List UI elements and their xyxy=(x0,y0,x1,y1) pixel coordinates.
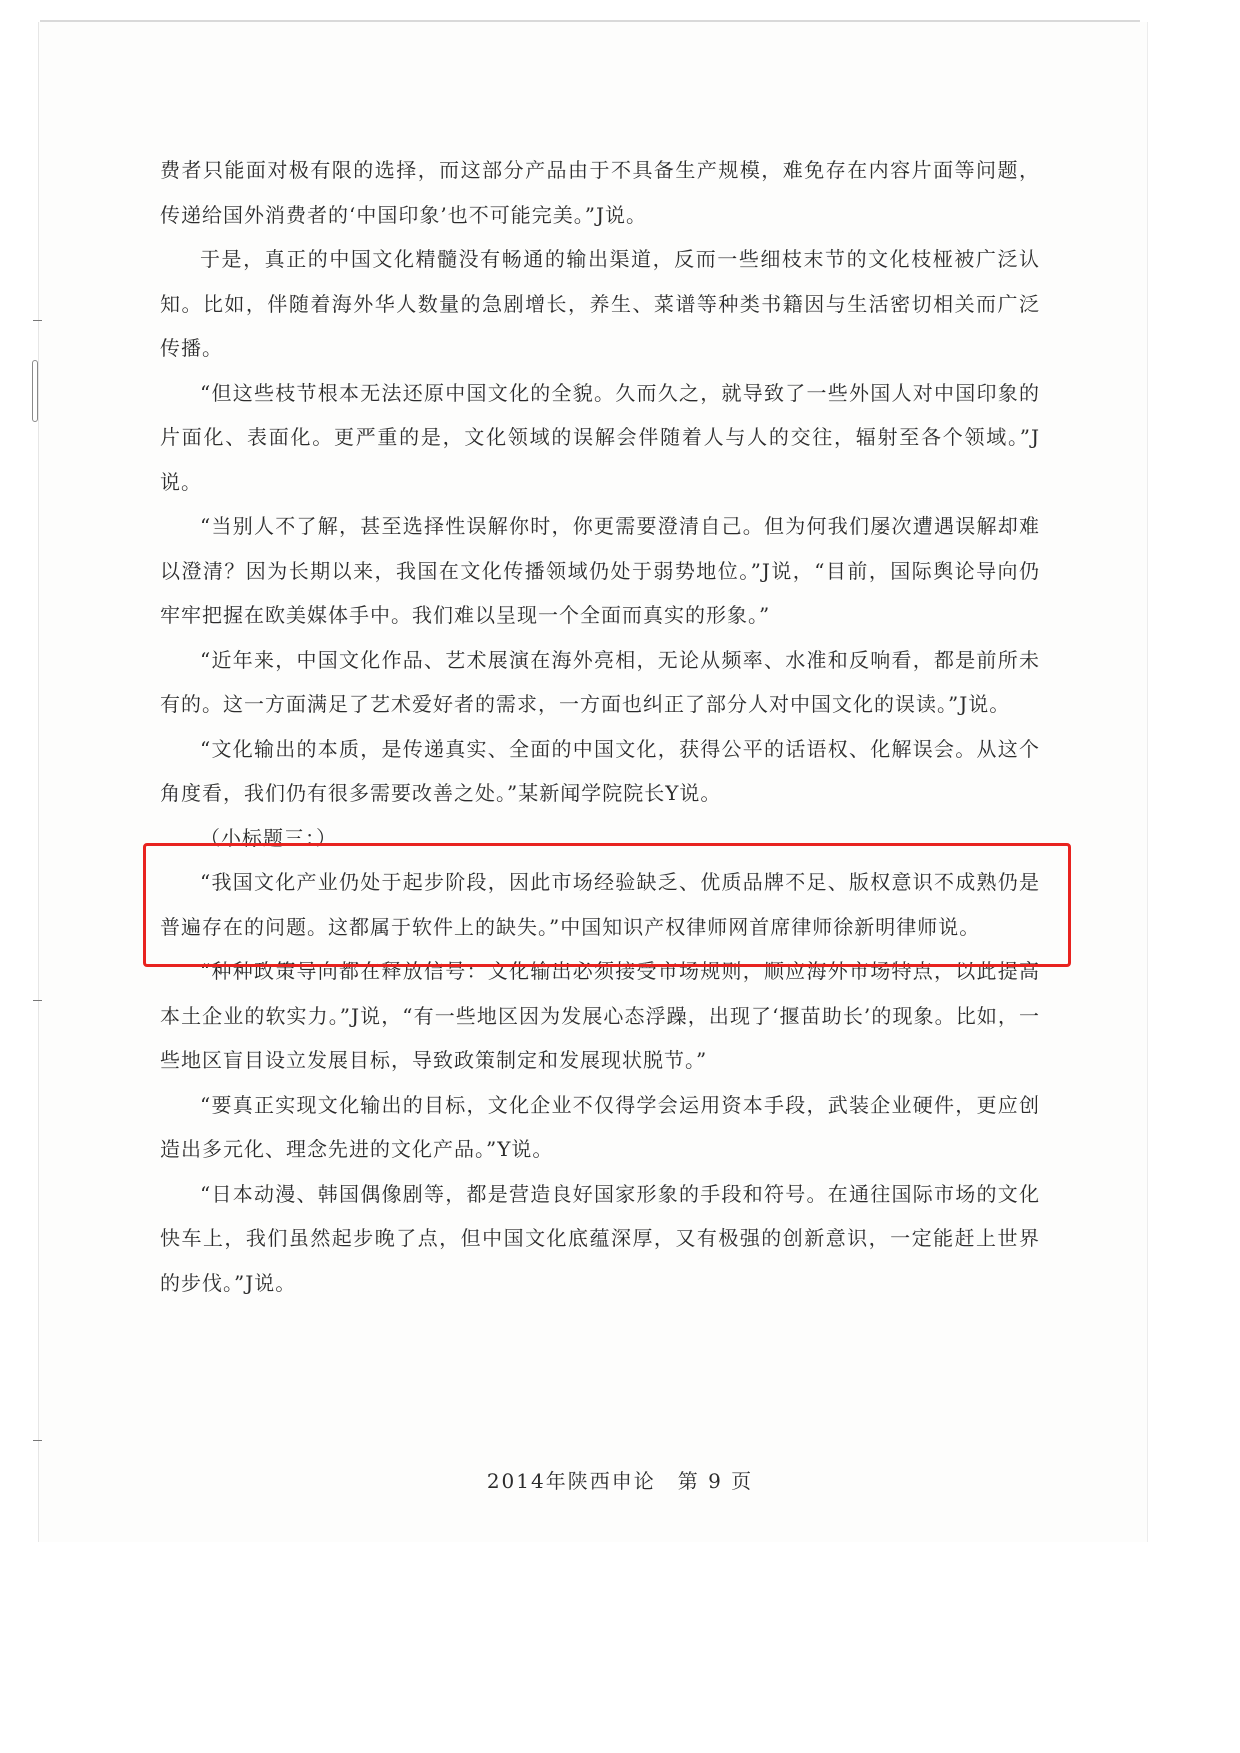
footer-title: 2014年陕西申论 xyxy=(486,1469,656,1493)
highlight-box xyxy=(143,843,1071,967)
footer-page-number: 第 9 页 xyxy=(677,1469,754,1493)
paragraph: 于是，真正的中国文化精髓没有畅通的输出渠道，反而一些细枝末节的文化枝桠被广泛认知。比如，伴随着海外华人数量的急剧增长，养生、菜谱等种类书籍因与生活密切相关而广泛传播。 xyxy=(160,247,1040,360)
page-footer xyxy=(0,1465,1240,1494)
paragraph: “要真正实现文化输出的目标，文化企业不仅得学会运用资本手段，武装企业硬件，更应创造出多元化、理念先进的文化产品。”Y说。 xyxy=(160,1092,1040,1161)
paragraph: “近年来，中国文化作品、艺术展演在海外亮相，无论从频率、水准和反响看，都是前所未有的。这一方面满足了艺术爱好者的需求，一方面也纠正了部分人对中国文化的误读。”J说。 xyxy=(160,647,1040,716)
subtitle-label: （小标题三：） xyxy=(200,825,337,850)
staple-mark xyxy=(32,360,38,422)
paragraph: “但这些枝节根本无法还原中国文化的全貌。久而久之，就导致了一些外国人对中国印象的片面化、表面化。更严重的是，文化领域的误解会伴随着人与人的交往，辐射至各个领域。”J说。 xyxy=(160,380,1040,494)
paragraph: “种种政策导向都在释放信号：文化输出必须接受市场规则，顺应海外市场特点，以此提高本土企业的软实力。”J说，“有一些地区因为发展心态浮躁，出现了‘揠苗助长’的现象。比如，一些地区盲目设立发展目标，导致政策制定和发展现状脱节。” xyxy=(160,959,1040,1072)
binding-stitches xyxy=(30,360,44,1510)
highlighted-paragraph: “我国文化产业仍处于起步阶段，因此市场经验缺乏、优质品牌不足、版权意识不成熟仍是普遍存在的问题。这都属于软件上的缺失。”中国知识产权律师网首席律师徐新明律师说。 xyxy=(160,870,1040,939)
body-text xyxy=(160,148,1040,1305)
paragraph: “日本动漫、韩国偶像剧等，都是营造良好国家形象的手段和符号。在通往国际市场的文化快车上，我们虽然起步晚了点，但中国文化底蕴深厚，又有极强的创新意识，一定能赶上世界的步伐。”J说。 xyxy=(160,1181,1040,1295)
stitch-mark xyxy=(33,1000,42,1001)
paragraph: 费者只能面对极有限的选择，而这部分产品由于不具备生产规模，难免存在内容片面等问题，传递给国外消费者的‘中国印象’也不可能完美。”J说。 xyxy=(160,158,1040,227)
scan-top-edge xyxy=(40,20,1140,22)
stitch-mark xyxy=(33,320,42,321)
stitch-mark xyxy=(33,1440,42,1441)
paragraph: “文化输出的本质，是传递真实、全面的中国文化，获得公平的话语权、化解误会。从这个角度看，我们仍有很多需要改善之处。”某新闻学院院长Y说。 xyxy=(160,736,1040,805)
paragraph: “当别人不了解，甚至选择性误解你时，你更需要澄清自己。但为何我们屡次遭遇误解却难以澄清？因为长期以来，我国在文化传播领域仍处于弱势地位。”J说，“目前，国际舆论导向仍牢牢把握在欧美媒体手中。我们难以呈现一个全面而真实的形象。” xyxy=(160,514,1040,627)
subtitle-blank xyxy=(337,824,507,845)
